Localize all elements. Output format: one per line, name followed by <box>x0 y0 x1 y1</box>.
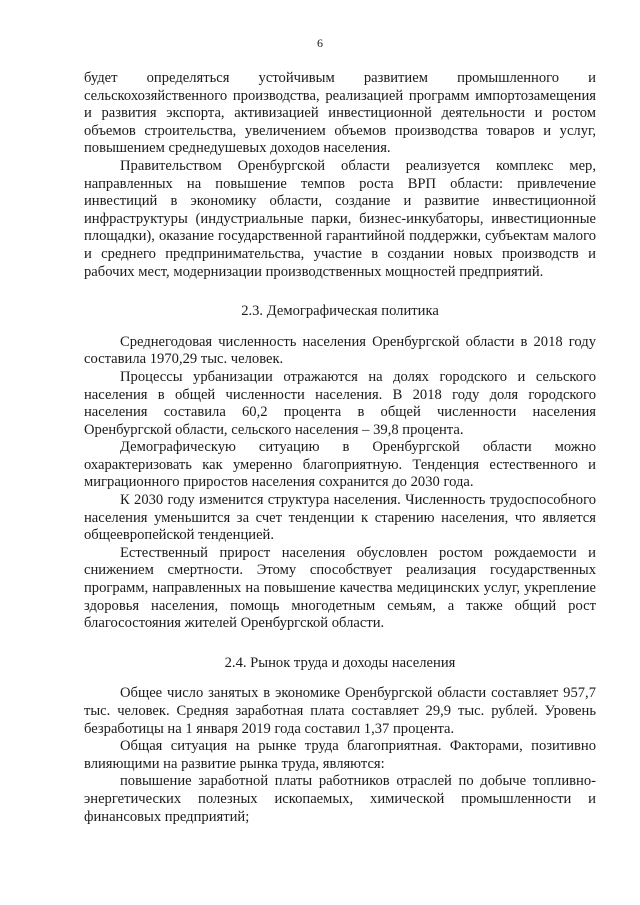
document-body <box>84 70 596 826</box>
paragraph-demographic-situation: Демографическую ситуацию в Оренбургской области можно охарактеризовать как умеренно благоприятную. Тенденция естественного и миграционного приростов населения сохранится до 2030 года. <box>84 439 596 491</box>
paragraph-natural-growth: Естественный прирост населения обусловлен ростом рождаемости и снижением смертности. Этому способствует реализация государственных программ, направленных на повышение качества медицинских услуг, укрепление здоровья населения, помощь многодетным семьям, а также общий рост благосостояния жителей Оренбургской области. <box>84 544 596 632</box>
paragraph-economy-growth: будет определяться устойчивым развитием промышленного и сельскохозяйственного производства, реализацией программ импортозамещения и развития экспорта, активизацией инвестиционной деятельности и ростом объемов строительства, увеличением объемов производства товаров и услуг, повышением среднедушевых доходов населения. <box>84 70 596 157</box>
spacer <box>84 672 596 685</box>
paragraph-labor-factors: Общая ситуация на рынке труда благоприятная. Факторами, позитивно влияющими на развитие рынка труда, являются: <box>84 738 596 772</box>
paragraph-employment: Общее число занятых в экономике Оренбургской области составляет 957,7 тыс. человек. Средняя заработная плата составляет 29,9 тыс. рублей. Уровень безработицы на 1 января 2019 года составил 1,37 процента. <box>84 685 596 737</box>
paragraph-wage-growth: повышение заработной платы работников отраслей по добыче топливно-энергетических полезных ископаемых, химической промышленности и финансовых предприятий; <box>84 773 596 825</box>
section-heading-labor-market: 2.4. Рынок труда и доходы населения <box>224 654 456 671</box>
spacer <box>84 281 596 303</box>
paragraph-population-size: Среднегодовая численность населения Оренбургской области в 2018 году составила 1970,29 тыс. человек. <box>84 333 596 368</box>
paragraph-urbanization: Процессы урбанизации отражаются на долях городского и сельского населения в общей численности населения. В 2018 году доля городского населения составила 60,2 процента в общей численности населения Оренбургской области, сельского населения – 39,8 процента. <box>84 368 596 438</box>
spacer <box>84 633 596 655</box>
paragraph-government-measures: Правительством Оренбургской области реализуется комплекс мер, направленных на повышение темпов роста ВРП области: привлечение инвестиций в экономику области, создание и развитие инвестиционной инфраструктуры (индустриальные парки, бизнес-инкубаторы, инвестиционные площадки), оказание государственной гарантийной поддержки, субъектам малого и среднего предпринимательства, участие в создании новых производств и рабочих мест, модернизации производственных мощностей предприятий. <box>84 157 596 280</box>
page-number: 6 <box>317 36 323 50</box>
paragraph-population-structure: К 2030 году изменится структура населения. Численность трудоспособного населения уменьшится за счет тенденции к старению населения, что является общеевропейской тенденцией. <box>84 492 596 544</box>
spacer <box>84 321 596 334</box>
section-heading-demographic-policy: 2.3. Демографическая политика <box>241 303 439 320</box>
